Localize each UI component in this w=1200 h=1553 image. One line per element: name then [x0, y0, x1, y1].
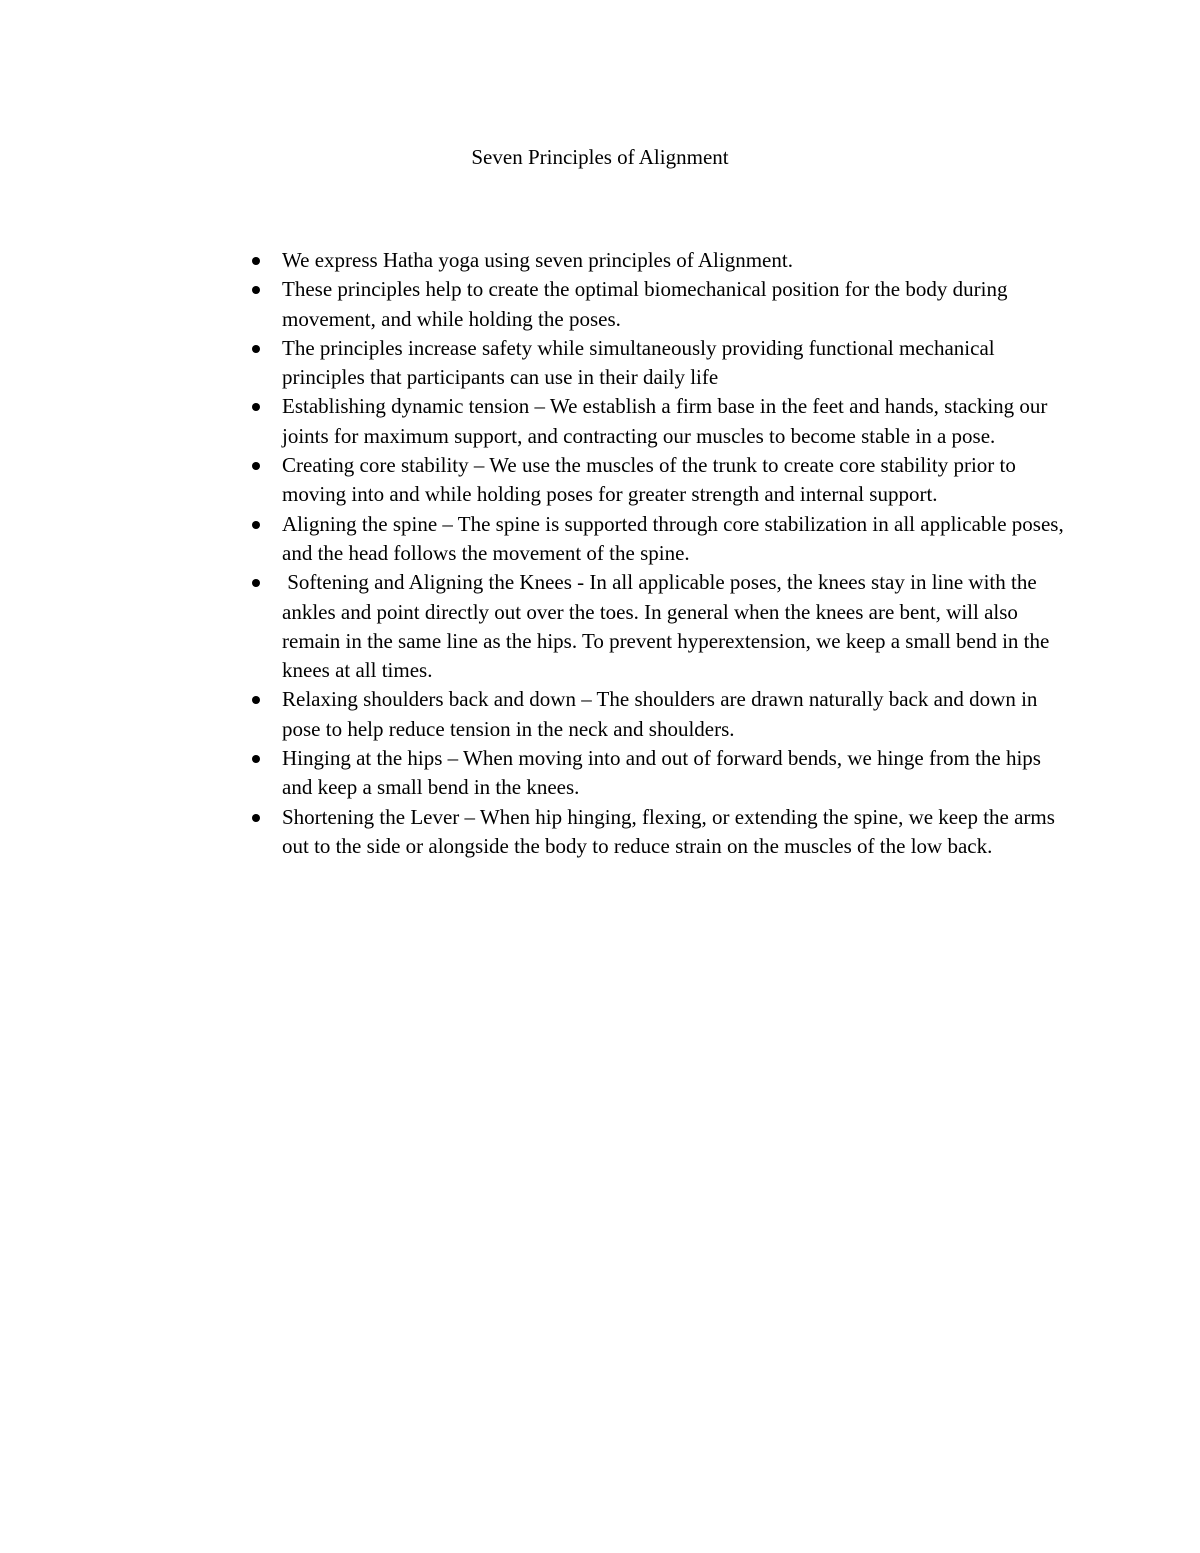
bullet-icon	[252, 345, 260, 353]
bullet-icon	[252, 755, 260, 763]
list-item	[240, 451, 1070, 510]
list-item	[240, 392, 1070, 451]
list-item-text: Softening and Aligning the Knees - In all applicable poses, the knees stay in line with the ankles and point directly out over the toes. In general when the knees are bent, will also remain in the same line as the hips. To prevent hyperextension, we keep a small bend in the knees at all times.	[282, 570, 1055, 683]
list-item-text: We express Hatha yoga using seven principles of Alignment.	[282, 248, 793, 272]
list-item-text: These principles help to create the optimal biomechanical position for the body during movement, and while holding the poses.	[282, 277, 1013, 331]
bullet-icon	[252, 579, 260, 587]
list-item-text: Creating core stability – We use the muscles of the trunk to create core stability prior to moving into and while holding poses for greater strength and internal support.	[282, 453, 1022, 507]
document-title: Seven Principles of Alignment	[471, 145, 729, 169]
list-item	[240, 246, 1070, 275]
list-item	[240, 744, 1070, 803]
list-item	[240, 334, 1070, 393]
list-item	[240, 803, 1070, 862]
bullet-icon	[252, 403, 260, 411]
list-item-text: Shortening the Lever – When hip hinging, flexing, or extending the spine, we keep the arms out to the side or alongside the body to reduce strain on the muscles of the low back.	[282, 804, 1061, 858]
list-item-text: Relaxing shoulders back and down – The shoulders are drawn naturally back and down in pose to help reduce tension in the neck and shoulders.	[282, 687, 1043, 741]
bullet-icon	[252, 814, 260, 822]
list-item	[240, 568, 1070, 685]
list-item	[240, 685, 1070, 744]
principles-list	[240, 246, 1070, 861]
list-item	[240, 510, 1070, 569]
bullet-icon	[252, 286, 260, 294]
bullet-icon	[252, 257, 260, 265]
list-item-text: Establishing dynamic tension – We establish a firm base in the feet and hands, stacking our joints for maximum support, and contracting our muscles to become stable in a pose.	[282, 394, 1053, 448]
list-item-text: Aligning the spine – The spine is supported through core stabilization in all applicable poses, and the head follows the movement of the spine.	[282, 511, 1069, 565]
list-item	[240, 275, 1070, 334]
list-item-text: Hinging at the hips – When moving into and out of forward bends, we hinge from the hips and keep a small bend in the knees.	[282, 746, 1047, 800]
bullet-icon	[252, 462, 260, 470]
list-item-text: The principles increase safety while simultaneously providing functional mechanical principles that participants can use in their daily life	[282, 335, 1000, 390]
bullet-icon	[252, 696, 260, 704]
bullet-icon	[252, 521, 260, 529]
